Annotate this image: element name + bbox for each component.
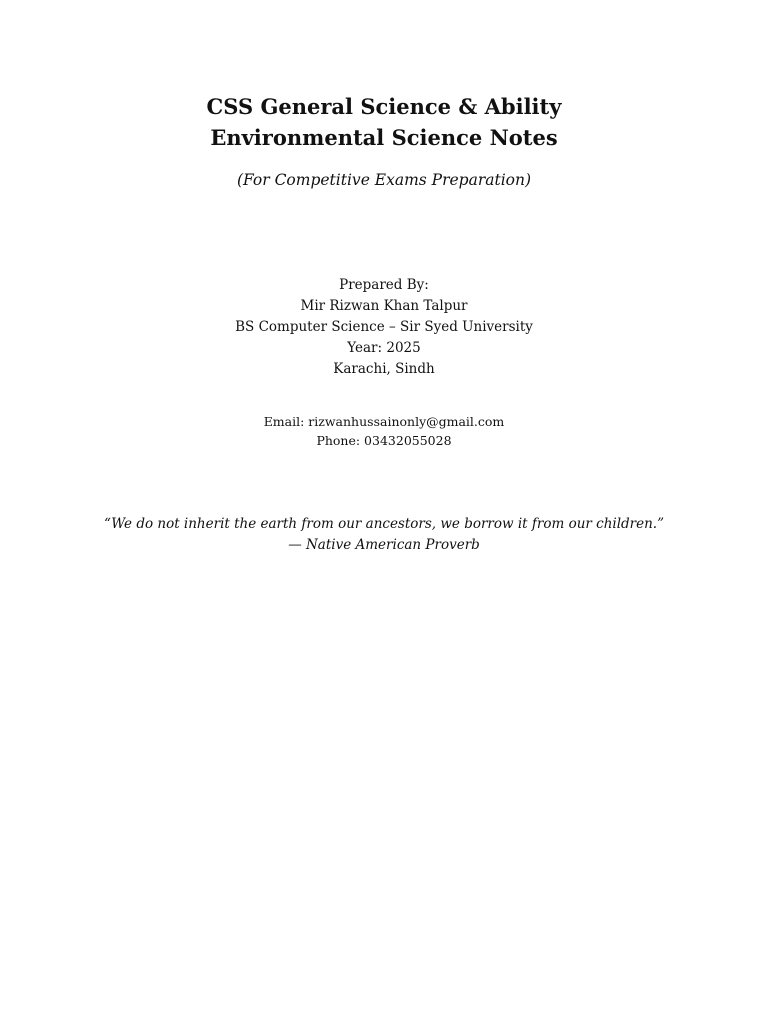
- contact-email: Email: rizwanhussainonly@gmail.com: [263, 414, 505, 429]
- subtitle: (For Competitive Exams Preparation): [236, 171, 532, 189]
- author-year: Year: 2025: [347, 340, 421, 356]
- quote-text: “We do not inherit the earth from our ancestors, we borrow it from our children.”: [103, 516, 664, 532]
- contact-phone: Phone: 03432055028: [316, 433, 452, 448]
- prepared-by-label: Prepared By:: [339, 277, 429, 293]
- title-line-2: Environmental Science Notes: [210, 125, 558, 150]
- author-degree: BS Computer Science – Sir Syed University: [235, 319, 533, 335]
- author-name: Mir Rizwan Khan Talpur: [300, 298, 468, 314]
- quote-attribution: — Native American Proverb: [288, 537, 480, 553]
- title-line-1: CSS General Science & Ability: [206, 94, 562, 119]
- author-location: Karachi, Sindh: [333, 361, 435, 377]
